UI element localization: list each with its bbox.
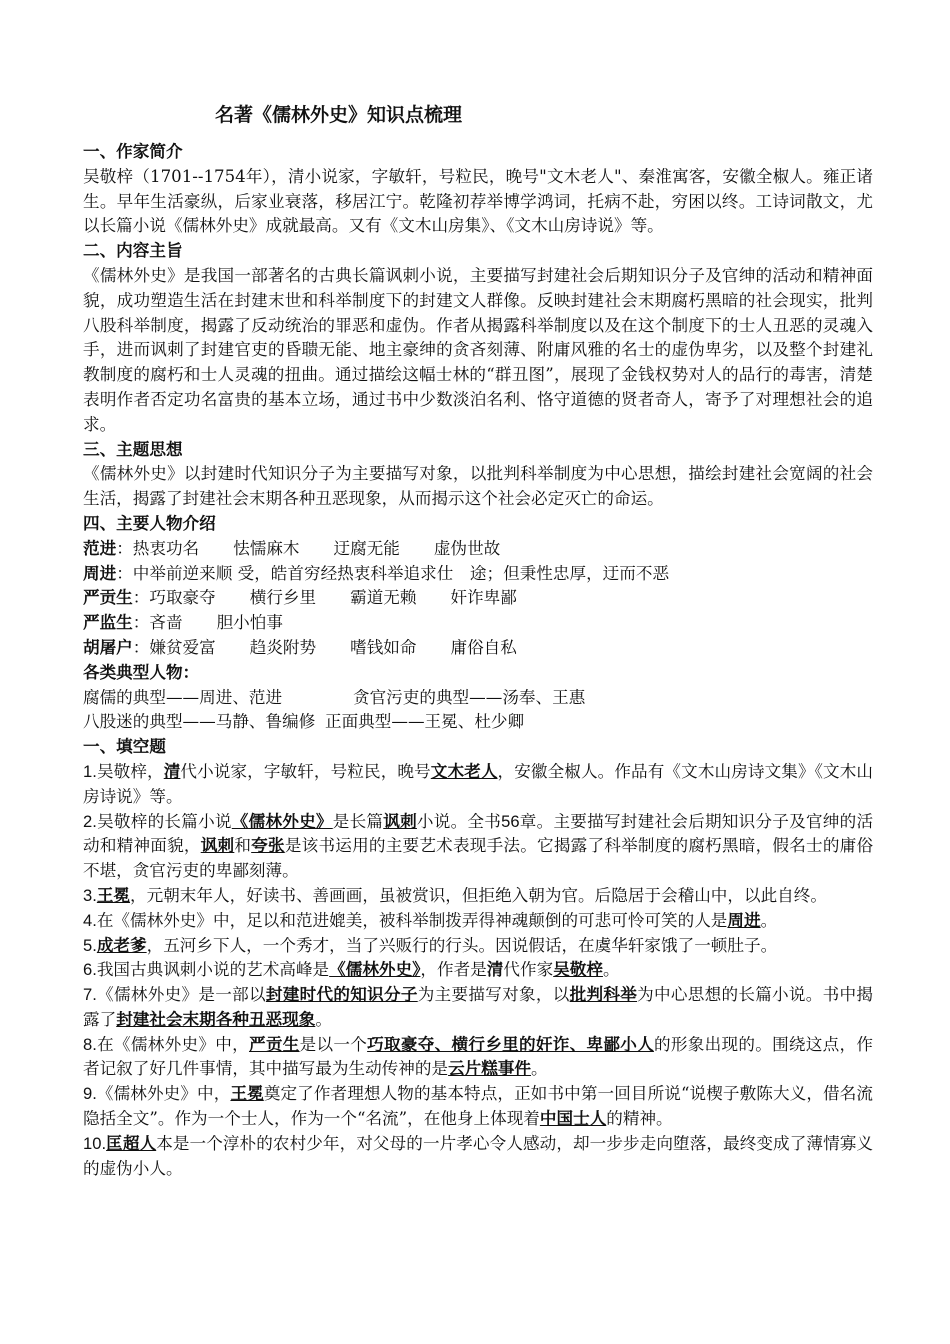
answer-blank: 中国士人	[539, 1109, 607, 1129]
item-text: 奠定了作者理想人物的基本特点，正如书中第一回目所说“说楔子敷陈大义，借名流隐括全文”。作为一个士人，作为一个“名流”，在他身上体现着	[83, 1084, 874, 1129]
character-trait: 趋炎附势	[249, 637, 317, 657]
character-trait: 吝啬	[149, 613, 183, 633]
answer-blank: 夸张	[251, 836, 285, 856]
character-type-row	[83, 710, 873, 735]
answer-blank: 王冕	[230, 1084, 264, 1104]
item-text: 是该书运用的主要艺术表现手法。它揭露了科举制度的腐朽黑暗，假名士的庸俗不堪，贪官污吏的卑鄙刻薄。	[83, 836, 874, 881]
answer-blank: 文木老人	[430, 761, 498, 781]
item-text: 在《儒林外史》中，足以和范进媲美，被科举制拨弄得神魂颠倒的可悲可怜可笑的人是	[96, 910, 728, 930]
character-trait: 怯懦麻木	[233, 538, 300, 558]
character-row	[83, 586, 873, 611]
item-text: 和	[234, 836, 252, 856]
character-trait: 嫌贫爱富	[149, 637, 216, 657]
fill-blank-item	[83, 810, 873, 884]
document-body	[83, 140, 873, 1181]
character-list	[83, 537, 873, 661]
item-text: 本是一个淳朴的农村少年，对父母的一片孝心令人感动，却一步步走向堕落，最终变成了薄情寡义的虚伪小人。	[83, 1133, 874, 1178]
item-number: 7.	[83, 985, 97, 1005]
item-text: 吴敬梓的长篇小说	[96, 811, 232, 831]
fill-blank-item	[83, 760, 873, 810]
character-trait: 奸诈卑鄙	[450, 588, 517, 608]
section-heading-fill-blank: 一、填空题	[83, 737, 166, 757]
character-row	[83, 537, 873, 562]
item-text: 。	[315, 1009, 332, 1029]
character-separator: ：	[116, 563, 133, 583]
item-text: 代小说家，字敏轩，号粒民，晚号	[180, 761, 431, 781]
character-trait: 迂腐无能	[333, 538, 400, 558]
item-text: 的精神。	[606, 1109, 673, 1129]
item-text: 是长篇	[332, 811, 384, 831]
item-number: 10.	[83, 1133, 107, 1153]
section-heading-author: 一、作家简介	[83, 142, 183, 161]
answer-blank: 巧取豪夺、横行乡里的奸诈、卑鄙小人	[367, 1034, 654, 1054]
character-trait: 热衷功名	[132, 538, 200, 558]
character-trait: 横行乡里	[249, 588, 317, 608]
item-number: 56	[501, 811, 520, 831]
character-name: 胡屠户	[83, 637, 133, 657]
answer-blank: 讽刺	[383, 811, 417, 831]
item-text: 。	[602, 960, 620, 980]
item-text: 吴敬梓，	[96, 761, 164, 781]
item-text: 小说。全书	[416, 811, 502, 831]
item-text: 代作家	[503, 960, 554, 980]
character-types-heading: 各类典型人物：	[83, 662, 200, 682]
author-paragraph: 吴敬梓（1701--1754年），清小说家，字敏轩，号粒民，晚号"文木老人"、秦淮寓客，安徽全椒人。雍正诸生。早年生活豪纵，后家业衰落，移居江宁。乾隆初荐举博学鸿词，托病不赴，穷困以终。工诗词散文，尤以长篇小说《儒林外史》成就最高。又有《文木山房集》、《文木山房诗说》等。	[83, 166, 873, 236]
character-separator: ：	[116, 538, 133, 558]
character-description: 中举前逆来顺 受，皓首穷经热衷科举追求仕 途；但秉性忠厚，迂而不恶	[132, 563, 670, 583]
answer-blank: 匡超人	[106, 1133, 157, 1153]
item-number: 1.	[83, 761, 97, 781]
item-text: 为主要描写对象，以	[417, 985, 570, 1005]
answer-blank: 严贡生	[248, 1034, 300, 1054]
item-text: 是以一个	[299, 1034, 368, 1054]
fill-blank-item	[83, 1082, 873, 1132]
item-number: 6.	[83, 960, 97, 980]
fill-blank-item	[83, 1132, 873, 1182]
fill-blank-item	[83, 983, 873, 1033]
answer-blank: 周进	[727, 910, 761, 930]
item-text: ，元朝末年人，好读书、善画画，虽被赏识，但拒绝入朝为官。后隐居于会稽山中，以此自终。	[130, 885, 827, 905]
fill-blank-item	[83, 934, 873, 959]
fill-blank-item	[83, 1033, 873, 1083]
answer-blank: 王冕	[96, 885, 131, 905]
character-type: 腐儒的典型——周进、范进	[83, 687, 283, 707]
answer-blank: 清	[163, 761, 181, 781]
item-number: 9.	[83, 1084, 97, 1104]
answer-blank: 封建社会末期各种丑恶现象	[116, 1009, 316, 1029]
character-trait: 嗜钱如命	[350, 637, 417, 657]
section-heading-content: 二、内容主旨	[83, 241, 183, 261]
answer-blank: 《儒林外史》	[329, 960, 421, 980]
answer-blank: 吴敬梓	[553, 960, 603, 980]
character-name: 范进	[83, 538, 117, 558]
fill-blank-list	[83, 760, 873, 1182]
character-types-list	[83, 686, 873, 736]
fill-blank-item	[83, 958, 873, 983]
character-trait: 胆小怕事	[216, 613, 283, 633]
character-row	[83, 562, 873, 587]
item-text: ，五河乡下人，一个秀才，当了兴贩行的行头。因说假话，在虞华轩家饿了一顿肚子。	[146, 935, 778, 955]
item-text: ，安徽全椒人。作品有《文木山房诗文集》《文木山房诗说》等。	[83, 761, 874, 806]
character-trait: 庸俗自私	[450, 637, 517, 657]
item-text: 在《儒林外史》中，	[96, 1034, 249, 1054]
item-text: 的形象出现的。围绕这点，作者记叙了好几件事情，其中描写最为生动传神的是	[83, 1034, 874, 1079]
character-name: 严监生	[83, 613, 133, 633]
item-number: 4.	[83, 910, 97, 930]
character-trait: 虚伪世故	[433, 538, 501, 558]
character-name: 周进	[83, 563, 117, 583]
character-name: 严贡生	[83, 588, 133, 608]
fill-blank-item	[83, 884, 873, 909]
character-trait: 霸道无赖	[350, 588, 417, 608]
section-heading-characters: 四、主要人物介绍	[83, 513, 216, 533]
fill-blank-item	[83, 909, 873, 934]
character-type-row	[83, 686, 873, 711]
item-text: 清	[486, 960, 504, 980]
theme-paragraph: 《儒林外史》以封建时代知识分子为主要描写对象，以批判科举制度为中心思想，描绘封建社会宽阔的社会生活，揭露了封建社会末期各种丑恶现象，从而揭示这个社会必定灭亡的命运。	[83, 464, 873, 509]
item-number: 2.	[83, 811, 97, 831]
section-heading-theme: 三、主题思想	[83, 439, 183, 459]
item-number: 8.	[83, 1034, 97, 1054]
character-type: 八股迷的典型——马静、鲁编修	[83, 712, 316, 732]
item-text: 《儒林外史》中，	[96, 1084, 231, 1104]
content-paragraph: 《儒林外史》是我国一部著名的古典长篇讽刺小说，主要描写封建社会后期知识分子及官绅的活动和精神面貌，成功塑造生活在封建末世和科举制度下的封建文人群像。反映封建社会末期腐朽黑暗的社会现实，批判八股科举制度，揭露了反动统治的罪恶和虚伪。作者从揭露科举制度以及在这个制度下的士人丑恶的灵魂入手，进而讽刺了封建官吏的昏聩无能、地主豪绅的贪吝刻薄、附庸风雅的名士的虚伪卑劣，以及整个封建礼教制度的腐朽和士人灵魂的扭曲。通过描绘这幅士林的“群丑图”，展现了金钱权势对人的品行的毒害，清楚表明作者否定功名富贵的基本立场，通过书中少数淡泊名利、恪守道德的贤者奇人，寄予了对理想社会的追求。	[83, 265, 873, 434]
character-trait: 巧取豪夺	[149, 588, 216, 608]
character-separator: ：	[132, 588, 150, 608]
item-number: 3.	[83, 885, 97, 905]
character-type: 正面典型——王冕、杜少卿	[325, 712, 525, 732]
item-text: 我国古典讽刺小说的艺术高峰是	[96, 960, 330, 980]
item-text: ，作者是	[420, 960, 487, 980]
answer-blank: 讽刺	[200, 836, 235, 856]
character-type: 贪官污吏的典型——汤奉、王惠	[353, 687, 586, 707]
item-number: 5.	[83, 935, 97, 955]
character-separator: ：	[132, 613, 150, 633]
answer-blank: 《儒林外史》	[231, 811, 333, 831]
item-text: 。	[760, 910, 778, 930]
item-text: 为中心思想的长篇小说。书中揭露了	[83, 985, 874, 1029]
answer-blank: 云片糕事件	[448, 1059, 532, 1079]
character-row	[83, 611, 873, 636]
character-separator: ：	[132, 637, 150, 657]
item-text: 章。主要描写封建社会后期知识分子及官绅的活动和精神面貌，	[83, 811, 874, 856]
page-title: 名著《儒林外史》知识点梳理	[215, 104, 463, 126]
answer-blank: 批判科举	[569, 985, 638, 1005]
answer-blank: 封建时代的知识分子	[265, 985, 418, 1005]
answer-blank: 成老爹	[96, 935, 147, 955]
item-text: 《儒林外史》是一部以	[96, 985, 266, 1005]
item-text: 。	[531, 1059, 548, 1079]
character-row	[83, 636, 873, 661]
